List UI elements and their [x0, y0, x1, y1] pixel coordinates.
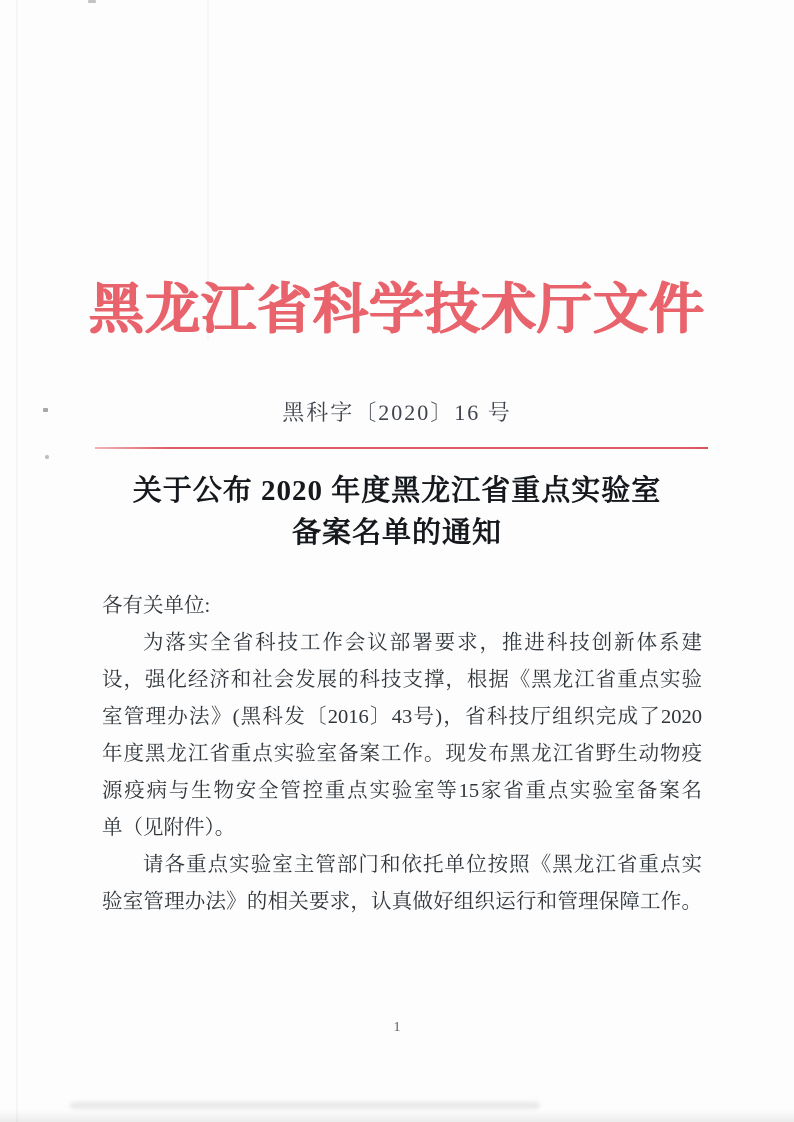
scan-streak — [16, 0, 18, 1122]
body-line: 请各重点实验室主管部门和依托单位按照《黑龙江省重点实 — [143, 854, 702, 876]
body-line: 年度黑龙江省重点实验室备案工作。现发布黑龙江省野生动物疫 — [102, 743, 702, 765]
page-number: 1 — [393, 1020, 401, 1035]
body-line: 设，强化经济和社会发展的科技支撑，根据《黑龙江省重点实验 — [102, 669, 702, 691]
notice-title-line1: 关于公布 2020 年度黑龙江省重点实验室 — [132, 475, 662, 507]
letterhead-title: 黑龙江省科学技术厅文件 — [88, 279, 705, 340]
notice-title-line2: 备案名单的通知 — [291, 517, 502, 549]
scan-speck — [45, 455, 49, 459]
scan-shadow — [0, 1110, 794, 1122]
doc-number: 黑科字〔2020〕16 号 — [282, 400, 512, 425]
body-line: 为落实全省科技工作会议部署要求，推进科技创新体系建 — [143, 632, 702, 654]
scan-speck — [88, 0, 96, 3]
body-line: 室管理办法》(黑科发〔2016〕43号)，省科技厅组织完成了2020 — [102, 706, 702, 728]
body-line: 验室管理办法》的相关要求，认真做好组织运行和管理保障工作。 — [102, 891, 702, 913]
notice-body — [102, 588, 702, 921]
red-separator-line — [95, 447, 708, 449]
body-line: 单（见附件）。 — [102, 817, 236, 839]
notice-title — [0, 470, 794, 554]
body-line: 源疫病与生物安全管控重点实验室等15家省重点实验室备案名 — [102, 780, 702, 802]
body-line-salutation: 各有关单位: — [102, 595, 211, 617]
scan-smudge — [70, 1102, 540, 1109]
